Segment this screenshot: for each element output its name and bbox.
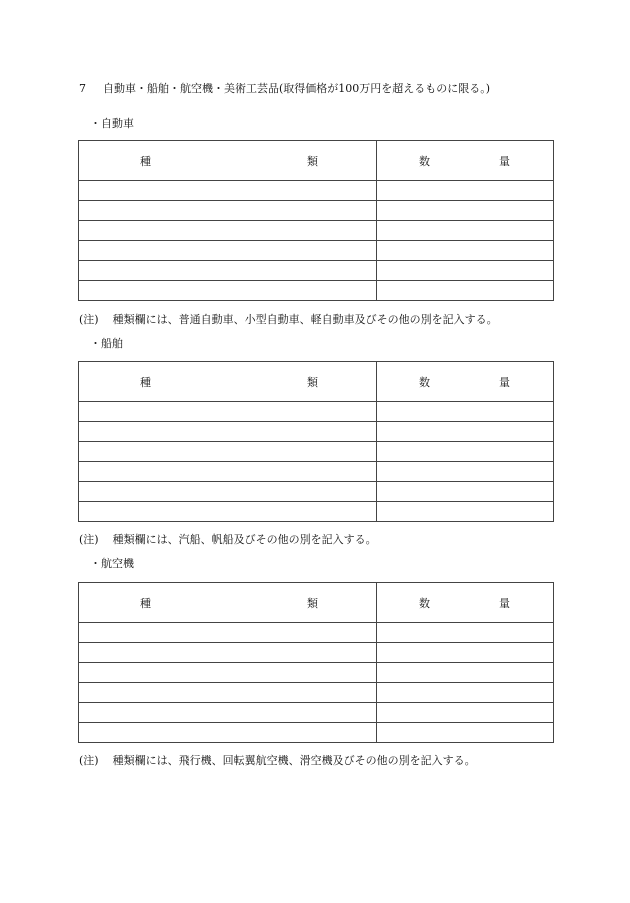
table-header-row	[79, 362, 554, 402]
kind-cell[interactable]	[79, 221, 377, 241]
quantity-header-char-2: 量	[499, 597, 510, 610]
kind-header-char-1: 種	[140, 376, 151, 389]
table-row	[79, 623, 554, 643]
ship-table	[78, 361, 554, 522]
quantity-header-char-2: 量	[499, 376, 510, 389]
table-row	[79, 643, 554, 663]
quantity-header-char-1: 数	[419, 597, 430, 610]
kind-column-header	[79, 583, 377, 623]
table-row	[79, 482, 554, 502]
quantity-cell[interactable]	[377, 221, 554, 241]
kind-cell[interactable]	[79, 442, 377, 462]
quantity-cell[interactable]	[377, 261, 554, 281]
quantity-cell[interactable]	[377, 683, 554, 703]
quantity-cell[interactable]	[377, 663, 554, 683]
quantity-cell[interactable]	[377, 502, 554, 522]
quantity-header-char-2: 量	[499, 155, 510, 168]
kind-cell[interactable]	[79, 422, 377, 442]
table-row	[79, 241, 554, 261]
kind-cell[interactable]	[79, 723, 377, 743]
note-text: 種類欄には、普通自動車、小型自動車、軽自動車及びその他の別を記入する。	[112, 313, 498, 326]
section-heading: 自動車・船舶・航空機・美術工芸品(取得価格が100万円を超えるものに限る。)	[103, 82, 491, 95]
quantity-column-header	[377, 583, 554, 623]
section-title-automobile: ・自動車	[90, 117, 134, 130]
table-row	[79, 703, 554, 723]
note-text: 種類欄には、汽船、帆船及びその他の別を記入する。	[112, 533, 377, 546]
table-row	[79, 683, 554, 703]
table-row	[79, 281, 554, 301]
quantity-cell[interactable]	[377, 181, 554, 201]
quantity-cell[interactable]	[377, 442, 554, 462]
note-automobile	[79, 313, 498, 327]
aircraft-table	[78, 582, 554, 743]
note-ship	[79, 533, 377, 547]
kind-cell[interactable]	[79, 643, 377, 663]
table-row	[79, 663, 554, 683]
table-header-row	[79, 583, 554, 623]
kind-cell[interactable]	[79, 623, 377, 643]
table-header-row	[79, 141, 554, 181]
quantity-column-header	[377, 362, 554, 402]
kind-cell[interactable]	[79, 683, 377, 703]
kind-header-char-2: 類	[307, 376, 318, 389]
table-row	[79, 221, 554, 241]
note-prefix: (注)	[79, 533, 99, 546]
kind-cell[interactable]	[79, 482, 377, 502]
quantity-cell[interactable]	[377, 482, 554, 502]
table-row	[79, 422, 554, 442]
kind-cell[interactable]	[79, 402, 377, 422]
kind-cell[interactable]	[79, 281, 377, 301]
quantity-cell[interactable]	[377, 623, 554, 643]
kind-cell[interactable]	[79, 201, 377, 221]
section-title-aircraft: ・航空機	[90, 557, 134, 570]
kind-cell[interactable]	[79, 462, 377, 482]
kind-cell[interactable]	[79, 241, 377, 261]
table-row	[79, 181, 554, 201]
table-row	[79, 261, 554, 281]
quantity-cell[interactable]	[377, 402, 554, 422]
quantity-cell[interactable]	[377, 422, 554, 442]
table-row	[79, 502, 554, 522]
kind-header-char-1: 種	[140, 155, 151, 168]
quantity-cell[interactable]	[377, 703, 554, 723]
quantity-cell[interactable]	[377, 723, 554, 743]
kind-column-header	[79, 362, 377, 402]
kind-cell[interactable]	[79, 663, 377, 683]
table-row	[79, 462, 554, 482]
quantity-cell[interactable]	[377, 281, 554, 301]
kind-cell[interactable]	[79, 261, 377, 281]
kind-cell[interactable]	[79, 703, 377, 723]
quantity-cell[interactable]	[377, 241, 554, 261]
table-row	[79, 402, 554, 422]
automobile-table	[78, 140, 554, 301]
kind-header-char-2: 類	[307, 597, 318, 610]
table-row	[79, 201, 554, 221]
note-text: 種類欄には、飛行機、回転翼航空機、滑空機及びその他の別を記入する。	[112, 754, 476, 767]
kind-cell[interactable]	[79, 502, 377, 522]
note-prefix: (注)	[79, 754, 99, 767]
section-number: 7	[79, 82, 86, 95]
table-row	[79, 723, 554, 743]
quantity-cell[interactable]	[377, 462, 554, 482]
kind-header-char-2: 類	[307, 155, 318, 168]
kind-cell[interactable]	[79, 181, 377, 201]
quantity-header-char-1: 数	[419, 155, 430, 168]
note-prefix: (注)	[79, 313, 99, 326]
kind-column-header	[79, 141, 377, 181]
section-title-ship: ・船舶	[90, 337, 123, 350]
quantity-cell[interactable]	[377, 201, 554, 221]
quantity-column-header	[377, 141, 554, 181]
quantity-cell[interactable]	[377, 643, 554, 663]
kind-header-char-1: 種	[140, 597, 151, 610]
note-aircraft	[79, 754, 476, 768]
table-row	[79, 442, 554, 462]
quantity-header-char-1: 数	[419, 376, 430, 389]
